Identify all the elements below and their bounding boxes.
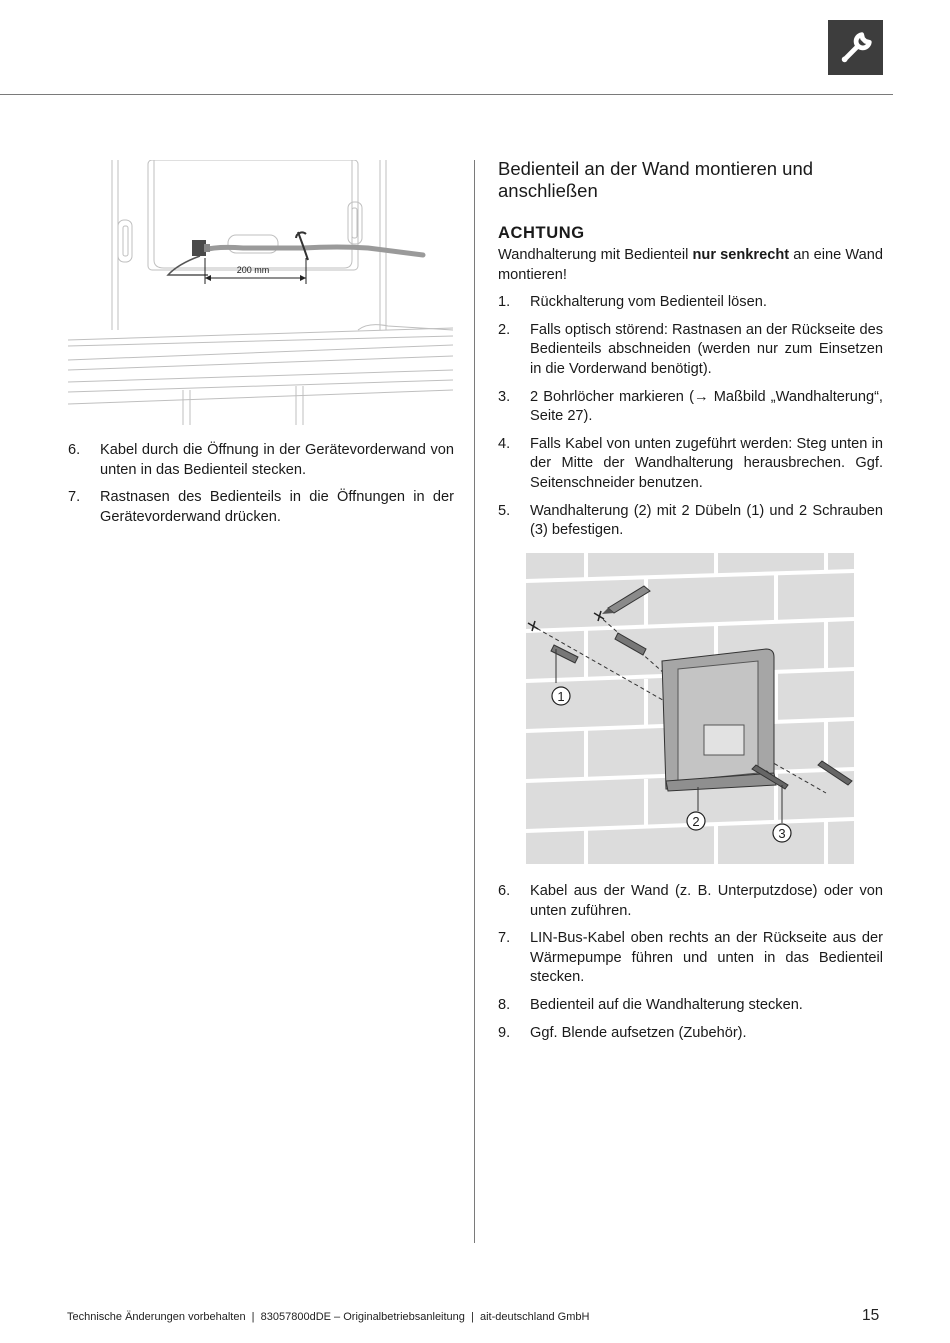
right-step-list-2 [498,882,883,1052]
list-item: 3. 2 Bohrlöcher markieren (→ Maßbild „Wandhalterung“, Seite 27). [498,388,883,425]
list-item: 1. Rückhalterung vom Bedienteil lösen. [498,294,767,310]
wrench-icon [837,29,875,67]
list-item: 8. Bedienteil auf die Wandhalterung stecken. [498,997,803,1014]
column-divider [474,160,475,1243]
page-number: 15 [862,1307,880,1324]
warning-heading: ACHTUNG [498,224,585,242]
callout-2: 2 [692,814,700,829]
callout-1: 1 [557,689,565,704]
list-item: 7. LIN-Bus-Kabel oben rechts an der Rückseite aus der Wärmepumpe führen und unten in das Bedienteil stecken. [498,930,883,986]
list-item: 2. Falls optisch störend: Rastnasen an der Rückseite des Bedienteils abschneiden (werden nur zum Einsetzen in die Vorderwand benötigt). [498,321,883,377]
dimension-label: 200 mm [236,265,270,275]
callout-3: 3 [778,826,786,841]
figure-cable-installation [68,160,453,425]
footer-text: Technische Änderungen vorbehalten | 83057800dDE – Originalbetriebsanleitung | ait-deutschland GmbH [67,1311,590,1323]
figure-wall-mount [526,553,854,864]
right-step-list-1 [498,293,883,549]
list-item: 6. Kabel aus der Wand (z. B. Unterputzdose) oder von unten zuführen. [498,883,883,919]
header-rule [0,94,893,95]
list-item: 5. Wandhalterung (2) mit 2 Dübeln (1) und 2 Schrauben (3) befestigen. [498,502,883,539]
list-item: 9. Ggf. Blende aufsetzen (Zubehör). [498,1024,747,1041]
list-item: 4. Falls Kabel von unten zugeführt werden: Steg unten in der Mitte der Wandhalterung herausbrechen. Ggf. Seitenschneider benutzen. [498,435,883,491]
tool-badge [828,20,883,75]
warning-text: Wandhalterung mit Bedienteil nur senkrecht an eine Wand montieren! [498,247,884,283]
list-item: 7. Rastnasen des Bedienteils in die Öffnungen in der Gerätevorderwand drücken. [68,489,454,525]
list-item: 6. Kabel durch die Öffnung in der Gerätevorderwand von unten in das Bedienteil stecken. [68,442,454,478]
section-title: Bedienteil an der Wand montieren und anschließen [498,158,814,201]
left-step-list [68,441,454,536]
